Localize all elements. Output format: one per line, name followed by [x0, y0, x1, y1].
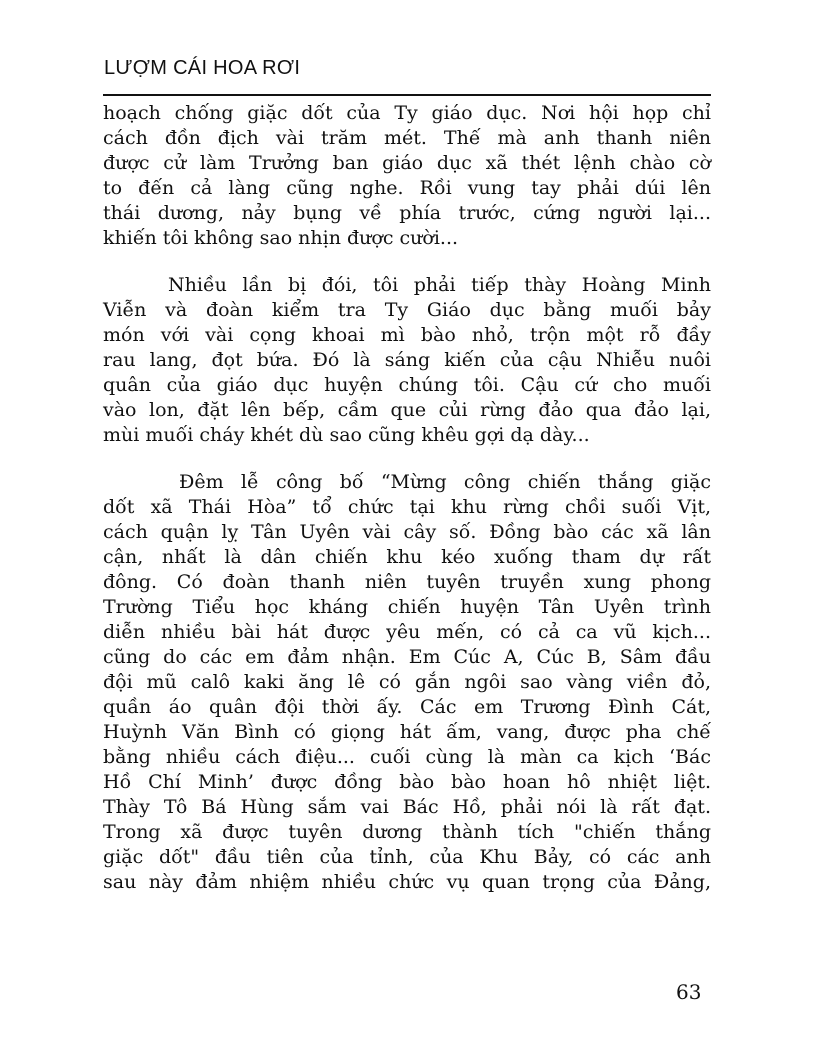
text-line: Huỳnh Văn Bình có giọng hát ấm, vang, được pha chế [103, 721, 711, 743]
text-line: Nhiều lần bị đói, tôi phải tiếp thày Hoàng Minh [168, 274, 711, 296]
text-line: cận, nhất là dân chiến khu kéo xuống tham dự rất [103, 546, 711, 568]
page-body [103, 101, 711, 895]
text-line: cách đồn địch vài trăm mét. Thế mà anh thanh niên [103, 127, 711, 149]
text-line: rau lang, đọt bứa. Đó là sáng kiến của cậu Nhiễu nuôi [103, 349, 711, 371]
text-line: to đến cả làng cũng nghe. Rồi vung tay phải dúi lên [103, 177, 711, 199]
text-line: món với vài cọng khoai mì bào nhỏ, trộn một rỗ đầy [103, 324, 711, 346]
text-line: khiến tôi không sao nhịn được cười... [103, 227, 459, 249]
text-line: sau này đảm nhiệm nhiều chức vụ quan trọng của Đảng, [103, 871, 711, 893]
text-line: vào lon, đặt lên bếp, cầm que củi rừng đảo qua đảo lại, [103, 399, 711, 421]
text-line: Đêm lễ công bố “Mừng công chiến thắng giặc [179, 471, 711, 493]
text-line: quần áo quân đội thời ấy. Các em Trương Đình Cát, [103, 696, 711, 718]
text-line: giặc dốt" đầu tiên của tỉnh, của Khu Bảy, có các anh [103, 846, 711, 868]
text-line: Viễn và đoàn kiểm tra Ty Giáo dục bằng muối bảy [103, 299, 711, 321]
text-line: Trường Tiểu học kháng chiến huyện Tân Uyên trình [103, 596, 711, 618]
text-line: Trong xã được tuyên dương thành tích "chiến thắng [103, 821, 711, 843]
text-line: dốt xã Thái Hòa” tổ chức tại khu rừng chồi suối Vịt, [103, 496, 711, 518]
text-line: Thày Tô Bá Hùng sắm vai Bác Hồ, phải nói là rất đạt. [103, 796, 711, 818]
running-header: LƯỢM CÁI HOA RƠI [104, 57, 301, 79]
text-line: bằng nhiều cách điệu... cuối cùng là màn ca kịch ‘Bác [103, 746, 711, 768]
text-line: đội mũ calô kaki ăng lê có gắn ngôi sao vàng viền đỏ, [103, 671, 711, 693]
text-line: cũng do các em đảm nhận. Em Cúc A, Cúc B, Sâm đầu [103, 646, 711, 668]
paragraph-2 [103, 273, 711, 448]
text-line: được cử làm Trưởng ban giáo dục xã thét lệnh chào cờ [103, 152, 711, 174]
text-line: diễn nhiều bài hát được yêu mến, có cả ca vũ kịch... [103, 621, 711, 643]
text-line: quân của giáo dục huyện chúng tôi. Cậu cứ cho muối [103, 374, 711, 396]
paragraph-3 [103, 470, 711, 895]
text-line: hoạch chống giặc dốt của Ty giáo dục. Nơi hội họp chỉ [103, 102, 711, 124]
text-line: thái dương, nảy bụng về phía trước, cứng người lại... [103, 202, 711, 224]
paragraph-1 [103, 101, 711, 251]
text-line: đông. Có đoàn thanh niên tuyên truyền xung phong [103, 571, 711, 593]
header-rule [103, 94, 711, 96]
text-line: cách quận lỵ Tân Uyên vài cây số. Đồng bào các xã lân [103, 521, 711, 543]
text-line: mùi muối cháy khét dù sao cũng khêu gợi dạ dày... [103, 424, 590, 446]
page-number: 63 [676, 980, 702, 1004]
text-line: Hồ Chí Minh’ được đồng bào bào hoan hô nhiệt liệt. [103, 771, 711, 793]
